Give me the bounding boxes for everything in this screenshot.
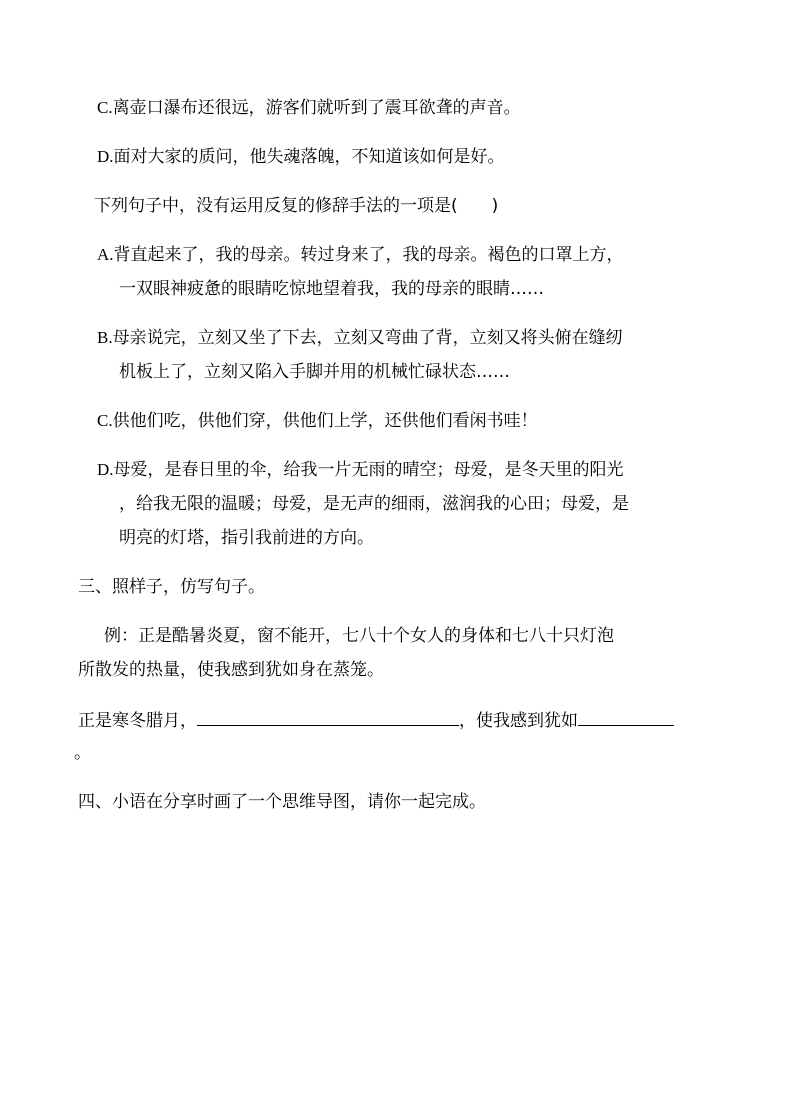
option-text: 母亲说完，立刻又坐了下去，立刻又弯曲了背，立刻又将头俯在缝纫 bbox=[112, 328, 623, 348]
option-b-line2: 机板上了，立刻又陷入手脚并用的机械忙碌状态…… bbox=[119, 362, 510, 382]
fill-end: 。 bbox=[74, 743, 91, 763]
fill-prefix: 正是寒冬腊月， bbox=[78, 711, 197, 731]
option-text: 离壶口瀑布还很远，游客们就听到了震耳欲聋的声音。 bbox=[112, 98, 521, 118]
option-label: C. bbox=[97, 98, 113, 117]
option-text: 母爱，是春日里的伞，给我一片无雨的晴空；母爱，是冬天里的阳光 bbox=[113, 460, 624, 480]
option-text: 面对大家的质问，他失魂落魄，不知道该如何是好。 bbox=[113, 147, 505, 167]
option-label: D. bbox=[97, 460, 114, 479]
option-text: 供他们吃，供他们穿，供他们上学，还供他们看闲书哇！ bbox=[112, 411, 538, 431]
section-4-heading: 四、小语在分享时画了一个思维导图，请你一起完成。 bbox=[78, 792, 486, 812]
section-3-heading: 三、照样子，仿写句子。 bbox=[78, 577, 265, 597]
example-line2: 所散发的热量，使我感到犹如身在蒸笼。 bbox=[78, 660, 384, 680]
option-a-line2: 一双眼神疲惫的眼睛吃惊地望着我，我的母亲的眼睛…… bbox=[119, 279, 544, 299]
option-label: D. bbox=[97, 147, 114, 166]
fill-in-sentence bbox=[78, 707, 674, 733]
example-line1: 例：正是酷暑炎夏，窗不能开，七八十个女人的身体和七八十只灯泡 bbox=[104, 626, 614, 646]
option-c bbox=[97, 409, 538, 433]
answer-blank-2[interactable] bbox=[578, 707, 674, 726]
option-label: C. bbox=[97, 411, 113, 430]
answer-blank-1[interactable] bbox=[197, 707, 459, 726]
option-text: 背直起来了，我的母亲。转过身来了，我的母亲。褐色的口罩上方， bbox=[113, 245, 624, 265]
option-d-line2: ，给我无限的温暖；母爱，是无声的细雨，滋润我的心田；母爱，是 bbox=[119, 494, 629, 514]
option-c-prev bbox=[97, 96, 521, 120]
option-label: B. bbox=[97, 328, 113, 347]
option-d-prev bbox=[97, 145, 505, 169]
option-label: A. bbox=[97, 245, 114, 264]
question-stem: 下列句子中，没有运用反复的修辞手法的一项是( ) bbox=[94, 196, 499, 216]
fill-middle: ，使我感到犹如 bbox=[459, 711, 578, 731]
option-b-line1 bbox=[97, 326, 623, 350]
option-d-line1 bbox=[97, 458, 624, 482]
option-a-line1 bbox=[97, 243, 624, 267]
option-d-line3: 明亮的灯塔，指引我前进的方向。 bbox=[119, 528, 374, 548]
